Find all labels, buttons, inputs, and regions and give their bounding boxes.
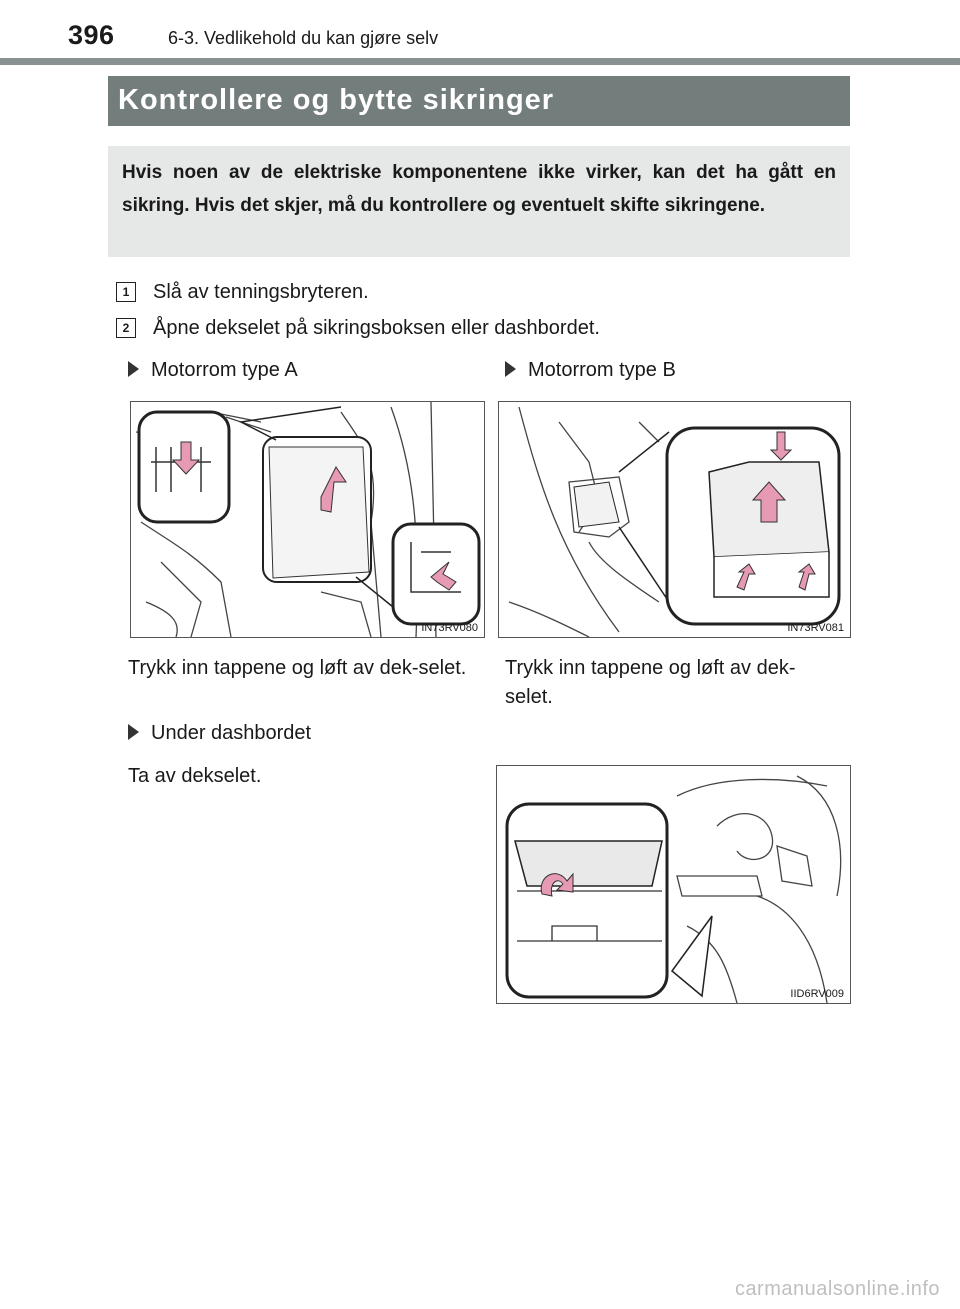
step-number-2: 2 (116, 318, 136, 338)
step-text-2: Åpne dekselet på sikringsboksen eller dashbordet. (153, 317, 600, 339)
figure-code: IID6RV009 (790, 988, 844, 1000)
triangle-bullet-icon (128, 361, 139, 377)
subheading-engine-type-a: Motorrom type A (128, 359, 298, 382)
page-number: 396 (68, 20, 115, 50)
caption-under-dashboard: Ta av dekselet. (128, 765, 262, 787)
caption-engine-type-a: Trykk inn tappene og løft av dek-selet. (128, 657, 467, 679)
subheading-under-dashboard: Under dashbordet (128, 722, 311, 745)
figure-code: IN73RV080 (421, 622, 478, 634)
watermark: carmanualsonline.info (734, 1278, 940, 1300)
dashboard-illustration (497, 766, 850, 1003)
caption-engine-type-b: Trykk inn tappene og løft av dek-selet. (505, 657, 796, 708)
figure-under-dashboard (496, 765, 851, 1004)
page-title: Kontrollere og bytte sikringer (118, 84, 555, 116)
figure-engine-type-b (498, 401, 851, 638)
figure-code: IN73RV081 (787, 622, 844, 634)
header-rule (0, 58, 960, 65)
fuse-box-illustration-a (131, 402, 484, 637)
fuse-box-illustration-b (499, 402, 850, 637)
step-number-1: 1 (116, 282, 136, 302)
triangle-bullet-icon (505, 361, 516, 377)
step-text-1: Slå av tenningsbryteren. (153, 281, 369, 303)
subheading-engine-type-b: Motorrom type B (505, 359, 676, 382)
triangle-bullet-icon (128, 724, 139, 740)
section-label: 6-3. Vedlikehold du kan gjøre selv (168, 28, 439, 48)
figure-engine-type-a (130, 401, 485, 638)
intro-text: Hvis noen av de elektriske komponentene ikke virker, kan det ha gått en sikring. Hvis det skjer, må du kontrollere og eventuelt skifte sikringene. (122, 162, 836, 216)
